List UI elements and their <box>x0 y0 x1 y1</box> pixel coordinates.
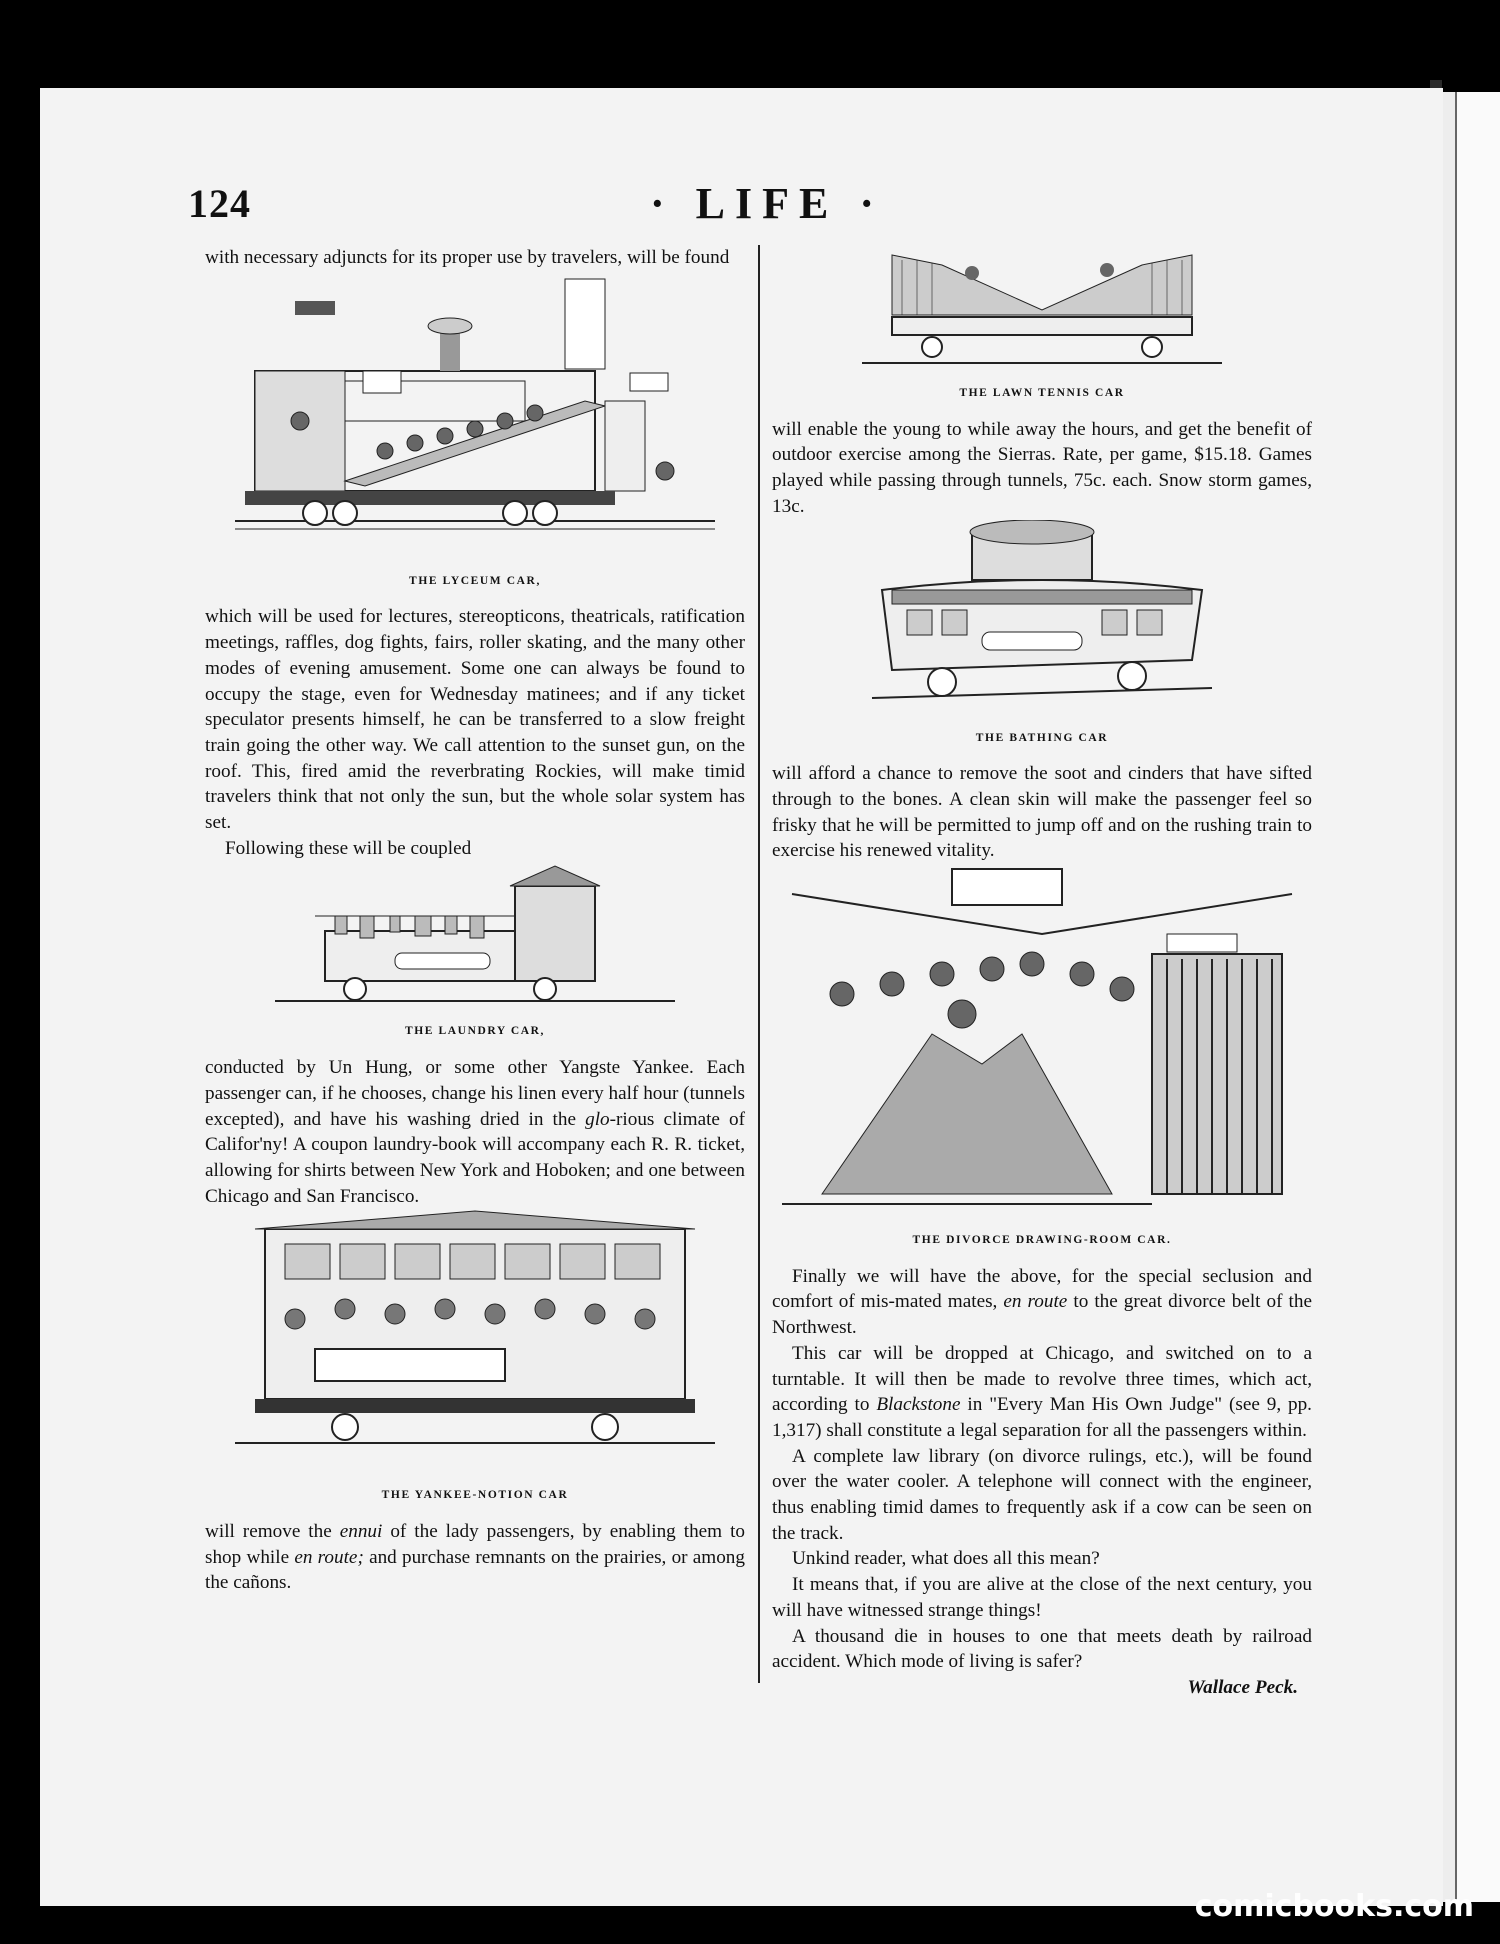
notion-text-c: and purchase remnants on the prairies, or among the cañons. <box>205 1546 745 1594</box>
paragraph: with necessary adjuncts for its proper use by travelers, will be found <box>205 247 730 268</box>
notion-text-a: will remove the <box>205 1521 340 1543</box>
masthead-life: · LIFE · <box>650 179 885 228</box>
caption-laundry-car: THE LAUNDRY CAR, <box>404 1025 546 1038</box>
paragraph <box>205 1519 745 1596</box>
caption-lawn-tennis-car: THE LAWN TENNIS CAR <box>959 387 1125 399</box>
site-watermark: comicbooks.com <box>1194 1889 1474 1924</box>
paragraph <box>205 1055 745 1209</box>
facing-page <box>1455 92 1500 1902</box>
notion-text-em1: ennui <box>339 1521 383 1543</box>
notion-text-em2: en route; <box>294 1546 364 1568</box>
caption-divorce-car: THE DIVORCE DRAWING-ROOM CAR. <box>912 1234 1172 1247</box>
chicago-text-em: Blackstone <box>876 1394 961 1416</box>
paragraph: will afford a chance to remove the soot and cinders that have sifted through to the bones. A clean skin will make the passenger feel so frisky that he will be permitted to jump off and on the rushing train to exercise his renewed vitality. <box>772 763 1312 862</box>
notion-text-b: of the lady passengers, by enabling them to shop while <box>205 1521 745 1568</box>
paragraph: A complete law library (on divorce rulings, etc.), will be found over the water cooler. A telephone will connect with the engineer, thus enabling timid dames to frequently ask if a cow can be seen on the track. <box>772 1445 1312 1544</box>
divorce-text-b: to the great divorce belt of the Northwest. <box>772 1291 1312 1339</box>
bathing-car-illustration <box>852 520 1232 720</box>
laundry-car-illustration <box>265 861 685 1013</box>
paragraph <box>772 1341 1312 1444</box>
divorce-text-em: en route <box>1003 1291 1068 1313</box>
left-column <box>205 245 745 1596</box>
lyceum-car-illustration <box>225 271 725 563</box>
paragraph: Unkind reader, what does all this mean? <box>792 1548 1100 1570</box>
caption-yankee-notion-car: THE YANKEE-NOTION CAR <box>381 1489 569 1502</box>
right-column <box>772 245 1312 1701</box>
laundry-text-em: glo <box>585 1108 610 1130</box>
divorce-text-a: Finally we will have the above, for the special seclusion and comfort of mis-mated mates, <box>772 1265 1312 1313</box>
chicago-text-b: in "Every Man His Own Judge" (see 9, pp. 1,317) shall constitute a legal separation for all the passengers within. <box>772 1394 1312 1441</box>
caption-lyceum-car: THE LYCEUM CAR, <box>409 574 541 587</box>
chicago-text-a: This car will be dropped at Chicago, and switched on to a turntable. It will then be made to revolve three times, which act, according to <box>772 1342 1312 1416</box>
laundry-text-a: conducted by Un Hung, or some other Yangste Yankee. Each passenger can, if he chooses, change his linen every half hour (tunnels excepted), and have his washing dried in the <box>205 1057 745 1130</box>
page-number: 124 <box>188 181 251 226</box>
laundry-text-b: -rious climate of Califor'ny! A coupon laundry-book will accompany each R. R. ticket, allowing for shirts between New York and Hoboken; and one between Chicago and San Francisco. <box>205 1108 746 1207</box>
yankee-notion-car-illustration <box>225 1209 725 1477</box>
divorce-drawing-room-car-illustration <box>782 864 1302 1222</box>
column-divider <box>758 245 760 1683</box>
paragraph: will enable the young to while away the hours, and get the benefit of outdoor exercise among the Sierras. Rate, per game, $15.18. Games played while passing through tunnels, 75c. each. Snow storm games, 13c. <box>772 418 1312 517</box>
author-signature: Wallace Peck. <box>1187 1676 1298 1698</box>
paragraph: A thousand die in houses to one that meets death by railroad accident. Which mode of living is safer? <box>772 1625 1312 1673</box>
paragraph <box>772 1264 1312 1341</box>
paragraph: Following these will be coupled <box>225 837 472 859</box>
paragraph: which will be used for lectures, stereopticons, theatricals, ratification meetings, raffles, dog fights, fairs, roller skating, and the many other modes of evening amusement. Some one can always be found to occupy the stage, even for Wednesday matinees; and if any ticket speculator presents himself, he can be transferred to a slow freight train going the other way. We call attention to the sunset gun, on the roof. This, fired amid the reverbrating Rockies, will make timid travelers think that not only the sun, but the whole solar system has set. <box>205 606 745 834</box>
lawn-tennis-car-illustration <box>852 245 1232 375</box>
caption-bathing-car: THE BATHING CAR <box>975 731 1109 744</box>
paragraph: It means that, if you are alive at the close of the next century, you will have witnessed strange things! <box>772 1574 1312 1621</box>
